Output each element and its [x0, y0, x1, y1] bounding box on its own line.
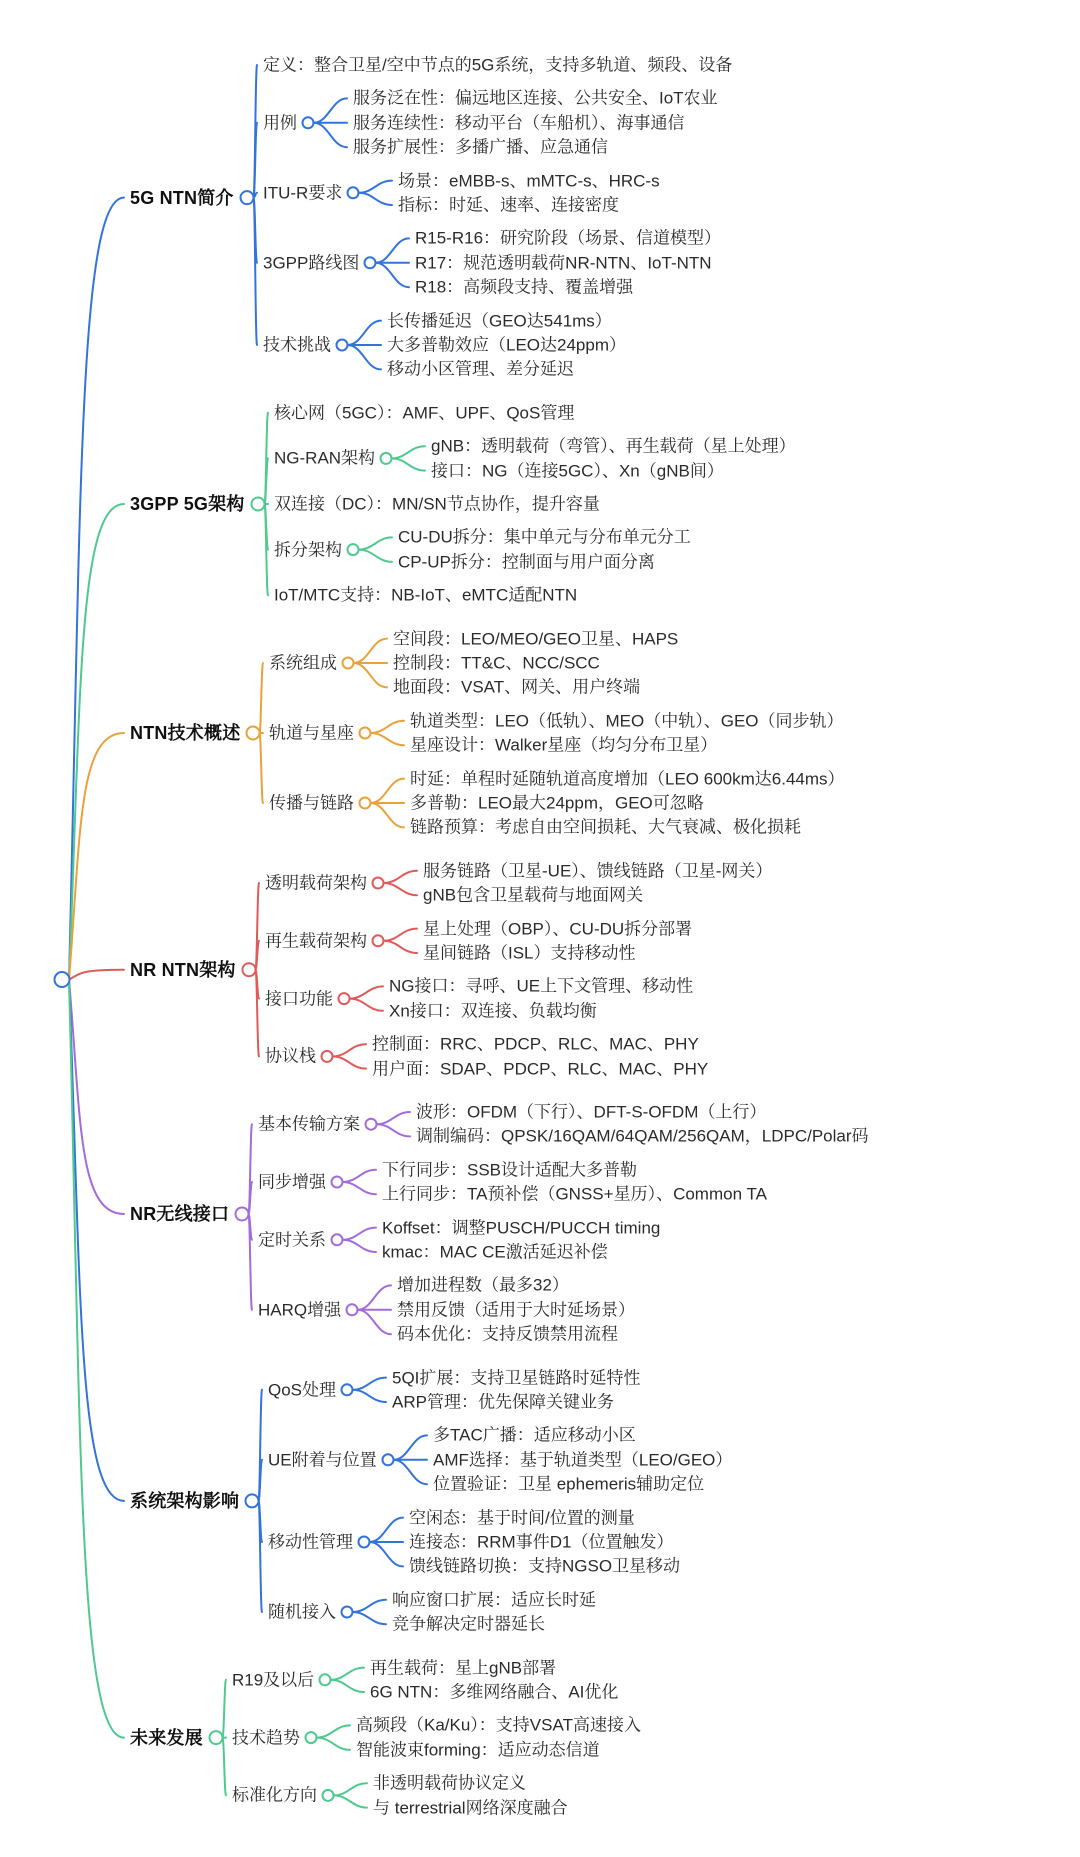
leaf-label[interactable]: 大多普勒效应（LEO达24ppm） — [387, 335, 626, 355]
topic-node-toggle-icon[interactable] — [348, 544, 359, 555]
connector-curve — [392, 458, 426, 470]
topic-node-toggle-icon[interactable] — [373, 878, 384, 889]
root-node-icon[interactable] — [55, 972, 70, 987]
connector-curve — [353, 1600, 387, 1612]
connector-curve — [333, 1056, 367, 1068]
leaf-label[interactable]: NG接口：寻呼、UE上下文管理、移动性 — [389, 976, 694, 996]
topic-label[interactable]: 接口功能 — [265, 988, 333, 1008]
leaf-label[interactable]: 再生载荷：星上gNB部署 — [370, 1657, 557, 1677]
connector-curve — [260, 733, 264, 803]
leaf-label[interactable]: R17：规范透明载荷NR-NTN、IoT-NTN — [415, 253, 712, 273]
connector-curve — [353, 1378, 387, 1390]
leaf-label[interactable]: 增加进程数（最多32） — [397, 1275, 569, 1295]
topic-node-toggle-icon[interactable] — [337, 340, 348, 351]
connector-curve — [358, 1285, 392, 1309]
topic-label[interactable]: 协议栈 — [265, 1046, 316, 1066]
leaf-label[interactable]: 6G NTN：多维网络融合、AI优化 — [370, 1682, 619, 1702]
topic-node-toggle-icon[interactable] — [323, 1790, 334, 1801]
topic-node-toggle-icon[interactable] — [320, 1674, 331, 1685]
leaf-label[interactable]: kmac：MAC CE激活延迟补偿 — [382, 1242, 608, 1262]
leaf-label[interactable]: 竞争解决定时器延长 — [392, 1614, 545, 1634]
topic-node-toggle-icon[interactable] — [373, 935, 384, 946]
topic-node-toggle-icon[interactable] — [366, 1119, 377, 1130]
connector-curve — [359, 193, 393, 205]
connector-curve — [348, 321, 382, 345]
leaf-label[interactable]: IoT/MTC支持：NB-IoT、eMTC适配NTN — [274, 585, 578, 605]
topic-label[interactable]: 定时关系 — [258, 1230, 326, 1250]
topic-label[interactable]: NG-RAN架构 — [274, 448, 376, 468]
topic-label[interactable]: 3GPP路线图 — [263, 253, 360, 273]
connector-curve — [343, 1170, 377, 1182]
connector-curve — [317, 1725, 351, 1737]
topic-node-toggle-icon[interactable] — [360, 728, 371, 739]
connector-curve — [354, 663, 388, 687]
leaf-label[interactable]: 连接态：RRM事件D1（位置触发） — [409, 1532, 674, 1552]
leaf-label[interactable]: R18：高频段支持、覆盖增强 — [415, 277, 634, 297]
connector-curve — [348, 345, 382, 369]
branch-node-toggle-icon[interactable] — [210, 1731, 223, 1744]
connector-curve — [317, 1738, 351, 1750]
branch-node-toggle-icon[interactable] — [246, 1494, 259, 1507]
leaf-label[interactable]: 与 terrestrial网络深度融合 — [373, 1797, 568, 1817]
topic-label[interactable]: HARQ增强 — [258, 1300, 342, 1320]
topic-node-toggle-icon[interactable] — [342, 1384, 353, 1395]
leaf-label[interactable]: 波形：OFDM（下行）、DFT-S-OFDM（上行） — [416, 1102, 767, 1122]
connector-curve — [350, 999, 384, 1011]
topic-node-toggle-icon[interactable] — [303, 117, 314, 128]
branch-node-toggle-icon[interactable] — [252, 498, 265, 511]
leaf-label[interactable]: 定义：整合卫星/空中节点的5G系统，支持多轨道、频段、设备 — [263, 55, 733, 75]
topic-node-toggle-icon[interactable] — [347, 1304, 358, 1315]
leaf-label[interactable]: CP-UP拆分：控制面与用户面分离 — [398, 552, 655, 572]
connector-curve — [256, 970, 260, 1057]
branch-label[interactable]: 3GPP 5G架构 — [130, 493, 245, 514]
connector-curve — [331, 1668, 365, 1680]
leaf-label[interactable]: 多TAC广播：适应移动小区 — [433, 1425, 636, 1445]
connector-curve — [331, 1680, 365, 1692]
connector-curve — [333, 1044, 367, 1056]
topic-label[interactable]: R19及以后 — [232, 1670, 315, 1690]
connector-curve — [259, 1501, 263, 1612]
connector-curve — [343, 1182, 377, 1194]
connector-curve — [359, 537, 393, 549]
connector-curve — [376, 263, 410, 287]
connector-curve — [223, 1738, 227, 1796]
connector-curve — [384, 941, 418, 953]
connector-curve — [392, 446, 426, 458]
topic-label[interactable]: 基本传输方案 — [258, 1114, 360, 1134]
connector-curve — [370, 1518, 404, 1542]
topic-node-toggle-icon[interactable] — [381, 453, 392, 464]
leaf-label[interactable]: AMF选择：基于轨道类型（LEO/GEO） — [433, 1450, 733, 1470]
branch-label[interactable]: 5G NTN简介 — [130, 187, 234, 208]
leaf-label[interactable]: R15-R16：研究阶段（场景、信道模型） — [415, 228, 722, 248]
leaf-label[interactable]: 服务连续性：移动平台（车船机）、海事通信 — [353, 113, 685, 133]
connector-curve — [358, 1310, 392, 1334]
topic-node-toggle-icon[interactable] — [383, 1454, 394, 1465]
leaf-label[interactable]: 码本优化：支持反馈禁用流程 — [397, 1324, 618, 1344]
leaf-label[interactable]: gNB包含卫星载荷与地面网关 — [423, 885, 644, 905]
topic-label[interactable]: 再生载荷架构 — [265, 931, 367, 951]
leaf-label[interactable]: 接口：NG（连接5GC）、Xn（gNB间） — [431, 460, 724, 480]
topic-label[interactable]: 传播与链路 — [269, 793, 354, 813]
topic-node-toggle-icon[interactable] — [343, 658, 354, 669]
leaf-label[interactable]: 时延：单程时延随轨道高度增加（LEO 600km达6.44ms） — [410, 768, 845, 788]
topic-node-toggle-icon[interactable] — [360, 798, 371, 809]
topic-node-toggle-icon[interactable] — [306, 1732, 317, 1743]
leaf-label[interactable]: 用户面：SDAP、PDCP、RLC、MAC、PHY — [372, 1058, 709, 1078]
branch-node-toggle-icon[interactable] — [236, 1207, 249, 1220]
leaf-label[interactable]: 非透明载荷协议定义 — [373, 1773, 526, 1793]
leaf-label[interactable]: 控制面：RRC、PDCP、RLC、MAC、PHY — [372, 1034, 699, 1054]
connector-curve — [371, 779, 405, 803]
topic-label[interactable]: 技术趋势 — [232, 1727, 300, 1747]
topic-node-toggle-icon[interactable] — [339, 993, 350, 1004]
topic-label[interactable]: QoS处理 — [268, 1380, 337, 1400]
branch-label[interactable]: 未来发展 — [130, 1727, 203, 1748]
leaf-label[interactable]: 上行同步：TA预补偿（GNSS+星历）、Common TA — [382, 1184, 767, 1204]
connector-curve — [69, 970, 124, 980]
connector-curve — [376, 238, 410, 262]
connector-curve — [377, 1124, 411, 1136]
topic-node-toggle-icon[interactable] — [332, 1234, 343, 1245]
topic-label[interactable]: 拆分架构 — [274, 539, 342, 559]
connector-curve — [343, 1228, 377, 1240]
leaf-label[interactable]: 轨道类型：LEO（低轨）、MEO（中轨）、GEO（同步轨） — [410, 711, 844, 731]
topic-node-toggle-icon[interactable] — [322, 1051, 333, 1062]
topic-label[interactable]: 系统组成 — [269, 653, 337, 673]
leaf-label[interactable]: 长传播延迟（GEO达541ms） — [387, 310, 612, 330]
leaf-label[interactable]: 服务泛在性：偏远地区连接、公共安全、IoT农业 — [353, 88, 718, 108]
connector-curve — [371, 733, 405, 745]
leaf-label[interactable]: 地面段：VSAT、网关、用户终端 — [393, 677, 641, 697]
leaf-label[interactable]: Xn接口：双连接、负载均衡 — [389, 1001, 597, 1021]
connector-curve — [334, 1783, 368, 1795]
leaf-label[interactable]: 控制段：TT&C、NCC/SCC — [393, 653, 600, 673]
connector-curve — [394, 1460, 428, 1484]
topic-node-toggle-icon[interactable] — [365, 257, 376, 268]
topic-label[interactable]: 标准化方向 — [232, 1785, 317, 1805]
leaf-label[interactable]: Koffset：调整PUSCH/PUCCH timing — [382, 1217, 661, 1237]
leaf-label[interactable]: 核心网（5GC）：AMF、UPF、QoS管理 — [274, 403, 575, 423]
leaf-label[interactable]: 多普勒：LEO最大24ppm，GEO可忽略 — [410, 793, 704, 813]
connector-curve — [370, 1542, 404, 1566]
branch-node-toggle-icon[interactable] — [243, 963, 256, 976]
connector-curve — [353, 1612, 387, 1624]
connector-curve — [359, 181, 393, 193]
leaf-label[interactable]: 星间链路（ISL）支持移动性 — [423, 943, 636, 963]
connector-curve — [314, 98, 348, 122]
connector-curve — [377, 1112, 411, 1124]
branch-label[interactable]: NR无线接口 — [130, 1203, 230, 1224]
leaf-label[interactable]: 星座设计：Walker星座（均匀分布卫星） — [410, 735, 718, 755]
connector-curve — [69, 980, 124, 1214]
leaf-label[interactable]: 下行同步：SSB设计适配大多普勒 — [382, 1160, 638, 1180]
leaf-label[interactable]: 5QI扩展：支持卫星链路时延特性 — [392, 1367, 641, 1387]
topic-node-toggle-icon[interactable] — [348, 187, 359, 198]
connector-curve — [384, 883, 418, 895]
connector-curve — [69, 980, 124, 1501]
connector-curve — [334, 1795, 368, 1807]
leaf-label[interactable]: 高频段（Ka/Ku）：支持VSAT高速接入 — [356, 1715, 641, 1735]
leaf-label[interactable]: ARP管理：优先保障关键业务 — [392, 1392, 614, 1412]
connector-curve — [371, 721, 405, 733]
connector-curve — [223, 1680, 227, 1738]
branch-node-toggle-icon[interactable] — [241, 191, 254, 204]
leaf-label[interactable]: 移动小区管理、差分延迟 — [387, 359, 574, 379]
connector-curve — [384, 871, 418, 883]
branch-label[interactable]: NTN技术概述 — [130, 722, 241, 743]
connector-curve — [343, 1240, 377, 1252]
connector-curve — [371, 803, 405, 827]
branch-label[interactable]: NR NTN架构 — [130, 959, 236, 980]
topic-node-toggle-icon[interactable] — [342, 1607, 353, 1618]
leaf-label[interactable]: 空间段：LEO/MEO/GEO卫星、HAPS — [393, 628, 679, 648]
connector-curve — [350, 986, 384, 998]
branch-node-toggle-icon[interactable] — [247, 727, 260, 740]
leaf-label[interactable]: 服务扩展性：多播广播、应急通信 — [353, 137, 608, 157]
connector-curve — [314, 123, 348, 147]
leaf-label[interactable]: 场景：eMBB-s、mMTC-s、HRC-s — [398, 170, 660, 190]
connector-curve — [384, 929, 418, 941]
topic-label[interactable]: 透明载荷架构 — [265, 873, 367, 893]
branch-label[interactable]: 系统架构影响 — [130, 1490, 240, 1511]
leaf-label[interactable]: 禁用反馈（适用于大时延场景） — [397, 1300, 635, 1320]
topic-node-toggle-icon[interactable] — [359, 1537, 370, 1548]
connector-curve — [359, 550, 393, 562]
topic-label[interactable]: 随机接入 — [268, 1602, 336, 1622]
leaf-label[interactable]: CU-DU拆分：集中单元与分布单元分工 — [398, 527, 691, 547]
connector-curve — [260, 663, 264, 733]
topic-label[interactable]: 移动性管理 — [268, 1532, 353, 1552]
leaf-label[interactable]: 链路预算：考虑自由空间损耗、大气衰减、极化损耗 — [410, 817, 801, 837]
topic-label[interactable]: 技术挑战 — [263, 335, 331, 355]
connector-curve — [353, 1390, 387, 1402]
leaf-label[interactable]: 响应窗口扩展：适应长时延 — [392, 1590, 596, 1610]
leaf-label[interactable]: gNB：透明载荷（弯管）、再生载荷（星上处理） — [431, 436, 796, 456]
leaf-label[interactable]: 服务链路（卫星-UE）、馈线链路（卫星-网关） — [423, 861, 773, 881]
leaf-label[interactable]: 空闲态：基于时间/位置的测量 — [409, 1507, 635, 1527]
connector-curve — [354, 639, 388, 663]
connector-curve — [249, 1214, 253, 1310]
topic-label[interactable]: 同步增强 — [258, 1172, 326, 1192]
topic-label[interactable]: 用例 — [263, 113, 297, 133]
leaf-label[interactable]: 馈线链路切换：支持NGSO卫星移动 — [409, 1556, 681, 1576]
connector-curve — [394, 1435, 428, 1459]
leaf-label[interactable]: 调制编码：QPSK/16QAM/64QAM/256QAM，LDPC/Polar码 — [416, 1126, 869, 1146]
topic-label[interactable]: 轨道与星座 — [269, 723, 354, 743]
leaf-label[interactable]: 双连接（DC）：MN/SN节点协作，提升容量 — [274, 494, 600, 514]
topic-label[interactable]: ITU-R要求 — [263, 183, 343, 203]
connector-curve — [254, 198, 258, 345]
leaf-label[interactable]: 位置验证：卫星 ephemeris辅助定位 — [433, 1474, 705, 1494]
leaf-label[interactable]: 智能波束forming：适应动态信道 — [356, 1740, 600, 1760]
topic-label[interactable]: UE附着与位置 — [268, 1450, 377, 1470]
leaf-label[interactable]: 指标：时延、速率、连接密度 — [398, 195, 619, 215]
topic-node-toggle-icon[interactable] — [332, 1177, 343, 1188]
leaf-label[interactable]: 星上处理（OBP）、CU-DU拆分部署 — [423, 918, 693, 938]
